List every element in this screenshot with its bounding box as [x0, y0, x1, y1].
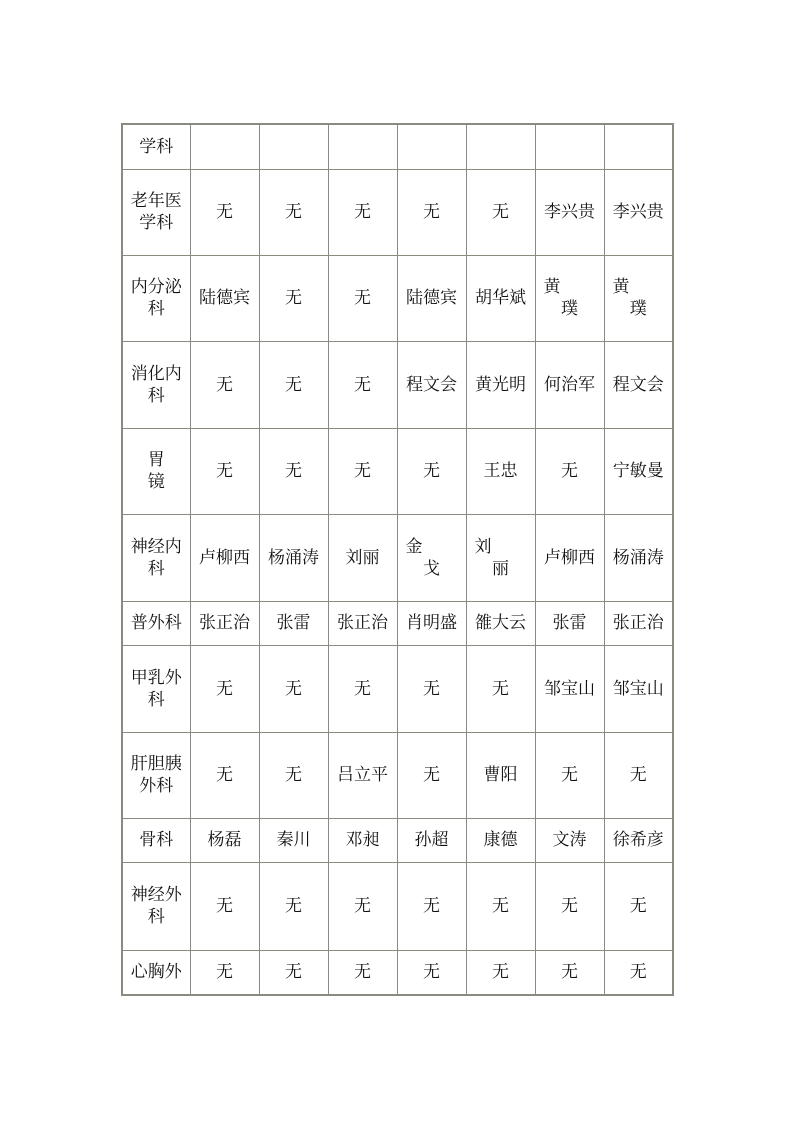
doctor-name: 李兴贵: [612, 202, 664, 222]
doctor-cell: [466, 255, 535, 341]
doctor-name: 张正治: [612, 613, 664, 633]
department-cell: [122, 818, 190, 862]
department-cell: [122, 732, 190, 818]
doctor-cell: [259, 732, 328, 818]
doctor-cell: [535, 950, 604, 995]
doctor-cell: [328, 862, 397, 950]
doctor-name: 无: [354, 374, 371, 395]
doctor-cell: [466, 514, 535, 601]
department-label: 内分泌: [130, 277, 182, 297]
doctor-cell: [190, 818, 259, 862]
department-cell: [122, 255, 190, 341]
doctor-name: 胡华斌: [475, 288, 526, 308]
doctor-name: 卢柳西: [199, 547, 250, 568]
doctor-cell: [259, 169, 328, 255]
doctor-name: 黄: [543, 277, 561, 297]
doctor-name: 吕立平: [337, 765, 388, 785]
doctor-cell: [190, 124, 259, 169]
department-label: 肝胆胰: [130, 754, 182, 774]
doctor-cell: [259, 428, 328, 514]
doctor-name: 无: [561, 896, 578, 916]
department-label: 胃: [147, 450, 165, 470]
doctor-name: 无: [354, 678, 371, 699]
doctor-name: 卢柳西: [544, 547, 595, 568]
department-label: 外科: [139, 776, 174, 796]
doctor-name: 秦川: [276, 830, 311, 850]
doctor-cell: [190, 645, 259, 732]
doctor-name: 文涛: [552, 830, 587, 850]
department-label: 学科: [139, 213, 174, 233]
doctor-name: 无: [285, 288, 302, 308]
doctor-name: 无: [423, 896, 440, 916]
department-label: 科: [147, 385, 165, 406]
doctor-name: 无: [423, 202, 440, 222]
doctor-name: 金: [405, 536, 423, 557]
doctor-cell: [397, 601, 466, 645]
doctor-name: 刘: [474, 536, 492, 557]
doctor-cell: [328, 601, 397, 645]
doctor-name: 孙超: [414, 830, 449, 850]
doctor-name: 无: [216, 461, 233, 481]
doctor-name: 无: [216, 678, 233, 699]
doctor-cell: [259, 255, 328, 341]
table-row: [122, 169, 673, 255]
department-label: 消化内: [130, 363, 182, 384]
doctor-name: 无: [216, 896, 233, 916]
doctor-cell: [328, 341, 397, 428]
doctor-cell: [604, 124, 673, 169]
doctor-cell: [397, 255, 466, 341]
doctor-name: 无: [285, 896, 302, 916]
doctor-name: 无: [629, 765, 647, 785]
doctor-cell: [535, 169, 604, 255]
doctor-name: 张正治: [199, 613, 250, 633]
doctor-name: 宁敏曼: [612, 461, 664, 481]
doctor-cell: [604, 428, 673, 514]
department-cell: [122, 601, 190, 645]
doctor-cell: [535, 428, 604, 514]
doctor-name: 杨涌涛: [612, 547, 664, 568]
doctor-name: 曹阳: [483, 765, 518, 785]
doctor-name: 程文会: [612, 374, 664, 395]
doctor-cell: [466, 124, 535, 169]
doctor-cell: [535, 601, 604, 645]
department-label: 镜: [147, 472, 165, 492]
doctor-cell: [190, 428, 259, 514]
doctor-cell: [259, 601, 328, 645]
doctor-cell: [397, 341, 466, 428]
department-label: 学科: [139, 136, 174, 157]
doctor-cell: [397, 818, 466, 862]
doctor-name: 无: [629, 896, 647, 916]
doctor-cell: [397, 124, 466, 169]
doctor-name: 杨涌涛: [268, 547, 319, 568]
doctor-name: 无: [423, 962, 440, 983]
table-row: [122, 341, 673, 428]
doctor-cell: [190, 341, 259, 428]
doctor-name: 无: [492, 202, 509, 222]
doctor-cell: [535, 862, 604, 950]
doctor-name: 无: [354, 461, 371, 481]
doctor-cell: [604, 169, 673, 255]
doctor-cell: [259, 950, 328, 995]
doctor-cell: [466, 341, 535, 428]
doctor-cell: [466, 645, 535, 732]
doctor-name: 黄光明: [475, 374, 526, 395]
department-label: 甲乳外: [130, 667, 182, 688]
doctor-cell: [466, 862, 535, 950]
doctor-cell: [604, 255, 673, 341]
doctor-name: 张正治: [337, 613, 388, 633]
doctor-name: 无: [216, 202, 233, 222]
doctor-cell: [604, 950, 673, 995]
doctor-name: 肖明盛: [406, 613, 457, 633]
doctor-cell: [535, 645, 604, 732]
department-cell: [122, 514, 190, 601]
table-row: [122, 862, 673, 950]
doctor-name: 陆德宾: [406, 288, 457, 308]
doctor-cell: [328, 255, 397, 341]
doctor-cell: [328, 818, 397, 862]
table-row: [122, 732, 673, 818]
doctor-cell: [328, 169, 397, 255]
doctor-cell: [259, 514, 328, 601]
doctor-name: 戈: [423, 558, 440, 579]
doctor-cell: [397, 514, 466, 601]
department-label: 科: [147, 907, 165, 927]
doctor-cell: [259, 341, 328, 428]
doctor-name: 黄: [612, 277, 630, 297]
doctor-name: 张雷: [276, 613, 311, 633]
department-cell: [122, 169, 190, 255]
doctor-cell: [328, 645, 397, 732]
department-label: 科: [147, 689, 165, 710]
table-row: [122, 514, 673, 601]
doctor-name: 邹宝山: [612, 678, 664, 699]
table-row: [122, 601, 673, 645]
doctor-cell: [535, 341, 604, 428]
doctor-name: 张雷: [552, 613, 587, 633]
doctor-cell: [604, 601, 673, 645]
doctor-name: 无: [285, 202, 302, 222]
table-row: [122, 428, 673, 514]
doctor-cell: [397, 169, 466, 255]
doctor-name: 邓昶: [345, 830, 380, 850]
doctor-cell: [535, 255, 604, 341]
doctor-cell: [259, 124, 328, 169]
doctor-cell: [604, 341, 673, 428]
doctor-name: 无: [561, 461, 578, 481]
doctor-cell: [328, 950, 397, 995]
doctor-name: 无: [216, 962, 233, 983]
doctor-name: 刘丽: [345, 547, 380, 568]
doctor-name: 无: [285, 374, 302, 395]
doctor-cell: [604, 732, 673, 818]
doctor-cell: [259, 818, 328, 862]
department-label: 科: [147, 299, 165, 319]
doctor-cell: [259, 645, 328, 732]
doctor-cell: [604, 862, 673, 950]
doctor-name: 丽: [492, 558, 509, 579]
doctor-name: 无: [629, 962, 647, 983]
doctor-name: 无: [354, 962, 371, 983]
doctor-name: 无: [492, 896, 509, 916]
doctor-cell: [328, 428, 397, 514]
doctor-name: 璞: [561, 299, 578, 319]
doctor-name: 程文会: [406, 374, 457, 395]
table-row: [122, 124, 673, 169]
table-row: [122, 645, 673, 732]
doctor-cell: [190, 169, 259, 255]
doctor-cell: [190, 255, 259, 341]
doctor-name: 无: [285, 765, 302, 785]
doctor-name: 无: [492, 678, 509, 699]
doctor-cell: [604, 818, 673, 862]
doctor-name: 无: [423, 678, 440, 699]
department-label: 神经外: [130, 885, 182, 905]
department-label: 骨科: [139, 830, 174, 850]
doctor-name: 王忠: [483, 461, 518, 481]
doctor-name: 无: [285, 962, 302, 983]
doctor-name: 无: [561, 962, 578, 983]
duty-roster-table: [121, 123, 674, 996]
doctor-cell: [397, 862, 466, 950]
doctor-cell: [397, 645, 466, 732]
doctor-name: 无: [354, 288, 371, 308]
doctor-cell: [604, 645, 673, 732]
department-label: 心胸外: [130, 962, 182, 983]
doctor-cell: [535, 732, 604, 818]
table-row: [122, 950, 673, 995]
doctor-name: 璞: [629, 299, 647, 319]
doctor-name: 杨磊: [207, 830, 242, 850]
doctor-name: 康德: [483, 830, 518, 850]
table-body: [122, 124, 673, 995]
table-row: [122, 818, 673, 862]
doctor-cell: [397, 428, 466, 514]
department-cell: [122, 645, 190, 732]
doctor-name: 无: [354, 202, 371, 222]
doctor-name: 无: [285, 678, 302, 699]
doctor-cell: [328, 124, 397, 169]
department-cell: [122, 124, 190, 169]
doctor-cell: [190, 601, 259, 645]
doctor-name: 无: [216, 374, 233, 395]
doctor-name: 无: [561, 765, 578, 785]
doctor-cell: [190, 950, 259, 995]
doctor-name: 雒大云: [475, 613, 526, 633]
doctor-cell: [466, 428, 535, 514]
doctor-cell: [466, 169, 535, 255]
doctor-cell: [604, 514, 673, 601]
doctor-name: 无: [492, 962, 509, 983]
doctor-cell: [328, 732, 397, 818]
doctor-cell: [535, 514, 604, 601]
department-label: 神经内: [130, 536, 182, 557]
doctor-cell: [397, 950, 466, 995]
doctor-name: 无: [285, 461, 302, 481]
doctor-cell: [466, 732, 535, 818]
doctor-name: 徐希彦: [612, 830, 664, 850]
doctor-name: 邹宝山: [544, 678, 595, 699]
doctor-cell: [466, 601, 535, 645]
doctor-name: 陆德宾: [199, 288, 250, 308]
doctor-cell: [328, 514, 397, 601]
doctor-name: 何治军: [544, 374, 595, 395]
table-row: [122, 255, 673, 341]
doctor-cell: [466, 950, 535, 995]
department-label: 老年医: [130, 191, 182, 211]
doctor-cell: [466, 818, 535, 862]
doctor-cell: [190, 514, 259, 601]
department-cell: [122, 950, 190, 995]
doctor-cell: [535, 818, 604, 862]
doctor-name: 无: [216, 765, 233, 785]
department-label: 普外科: [130, 613, 182, 633]
doctor-name: 无: [354, 896, 371, 916]
doctor-cell: [190, 732, 259, 818]
doctor-cell: [397, 732, 466, 818]
doctor-name: 无: [423, 461, 440, 481]
doctor-cell: [190, 862, 259, 950]
department-label: 科: [147, 558, 165, 579]
department-cell: [122, 341, 190, 428]
doctor-cell: [259, 862, 328, 950]
doctor-name: 李兴贵: [544, 202, 595, 222]
doctor-name: 无: [423, 765, 440, 785]
doctor-cell: [535, 124, 604, 169]
department-cell: [122, 428, 190, 514]
department-cell: [122, 862, 190, 950]
